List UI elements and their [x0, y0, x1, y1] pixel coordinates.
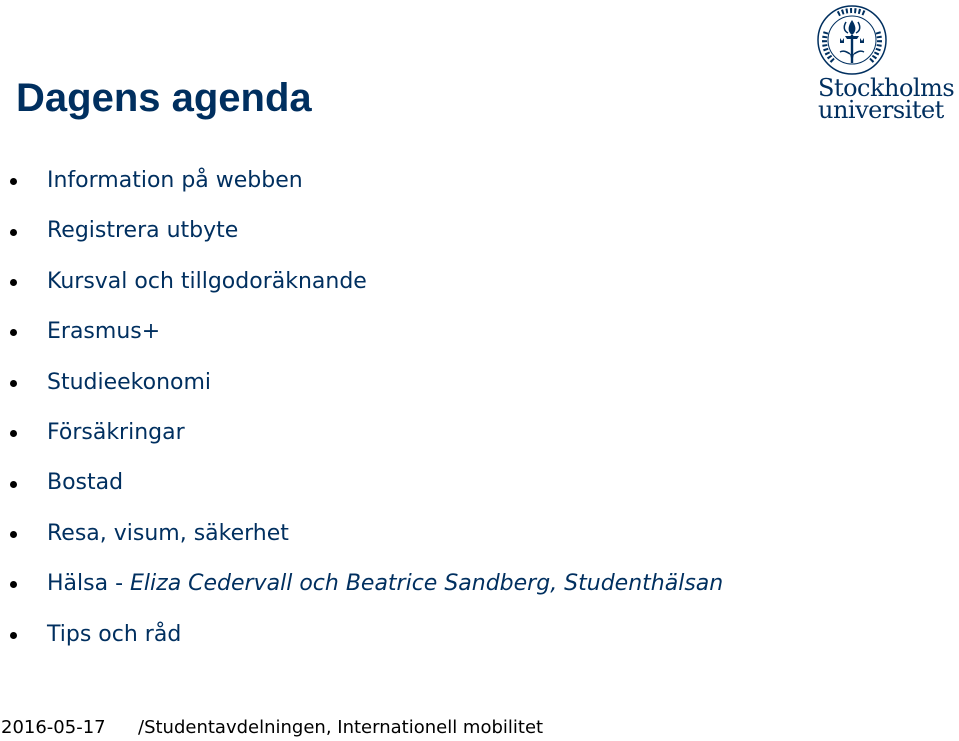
slide-footer — [0, 716, 959, 740]
bullet-icon — [10, 581, 17, 588]
agenda-item-lead: Hälsa - — [47, 571, 131, 597]
logo-text-universitet: universitet — [818, 96, 944, 124]
agenda-item-text: Erasmus+ — [47, 319, 161, 345]
agenda-item-text: Försäkringar — [47, 419, 185, 445]
bullet-icon — [10, 329, 17, 336]
bullet-icon — [10, 279, 17, 286]
footer-department: /Studentavdelningen, Internationell mobilitet — [138, 717, 544, 738]
bullet-icon — [10, 178, 17, 185]
slide-title: Dagens agenda — [16, 76, 312, 120]
stockholms-universitet-logo — [812, 2, 959, 122]
agenda-item-text — [47, 559, 723, 609]
university-seal-icon — [812, 2, 892, 82]
agenda-item-text: Information på webben — [47, 168, 303, 193]
bullet-icon — [10, 430, 17, 437]
bullet-icon — [10, 380, 17, 387]
agenda-item-text: Tips och råd — [47, 621, 182, 647]
agenda-item-text: Studieekonomi — [47, 369, 212, 395]
agenda-item-text: Registrera utbyte — [47, 218, 239, 244]
bullet-icon — [10, 481, 17, 488]
agenda-item-speakers: Eliza Cedervall och Beatrice Sandberg, Studenthälsan — [130, 571, 724, 597]
agenda-item-text: Bostad — [47, 470, 124, 496]
bullet-icon — [10, 632, 17, 639]
bullet-icon — [10, 531, 17, 538]
agenda-item-text: Resa, visum, säkerhet — [47, 520, 289, 546]
agenda-item-text: Kursval och tillgodoräknande — [47, 268, 367, 294]
logo-text-stockholms: Stockholms — [818, 74, 955, 102]
footer-date: 2016-05-17 — [1, 717, 106, 738]
bullet-icon — [10, 229, 17, 236]
